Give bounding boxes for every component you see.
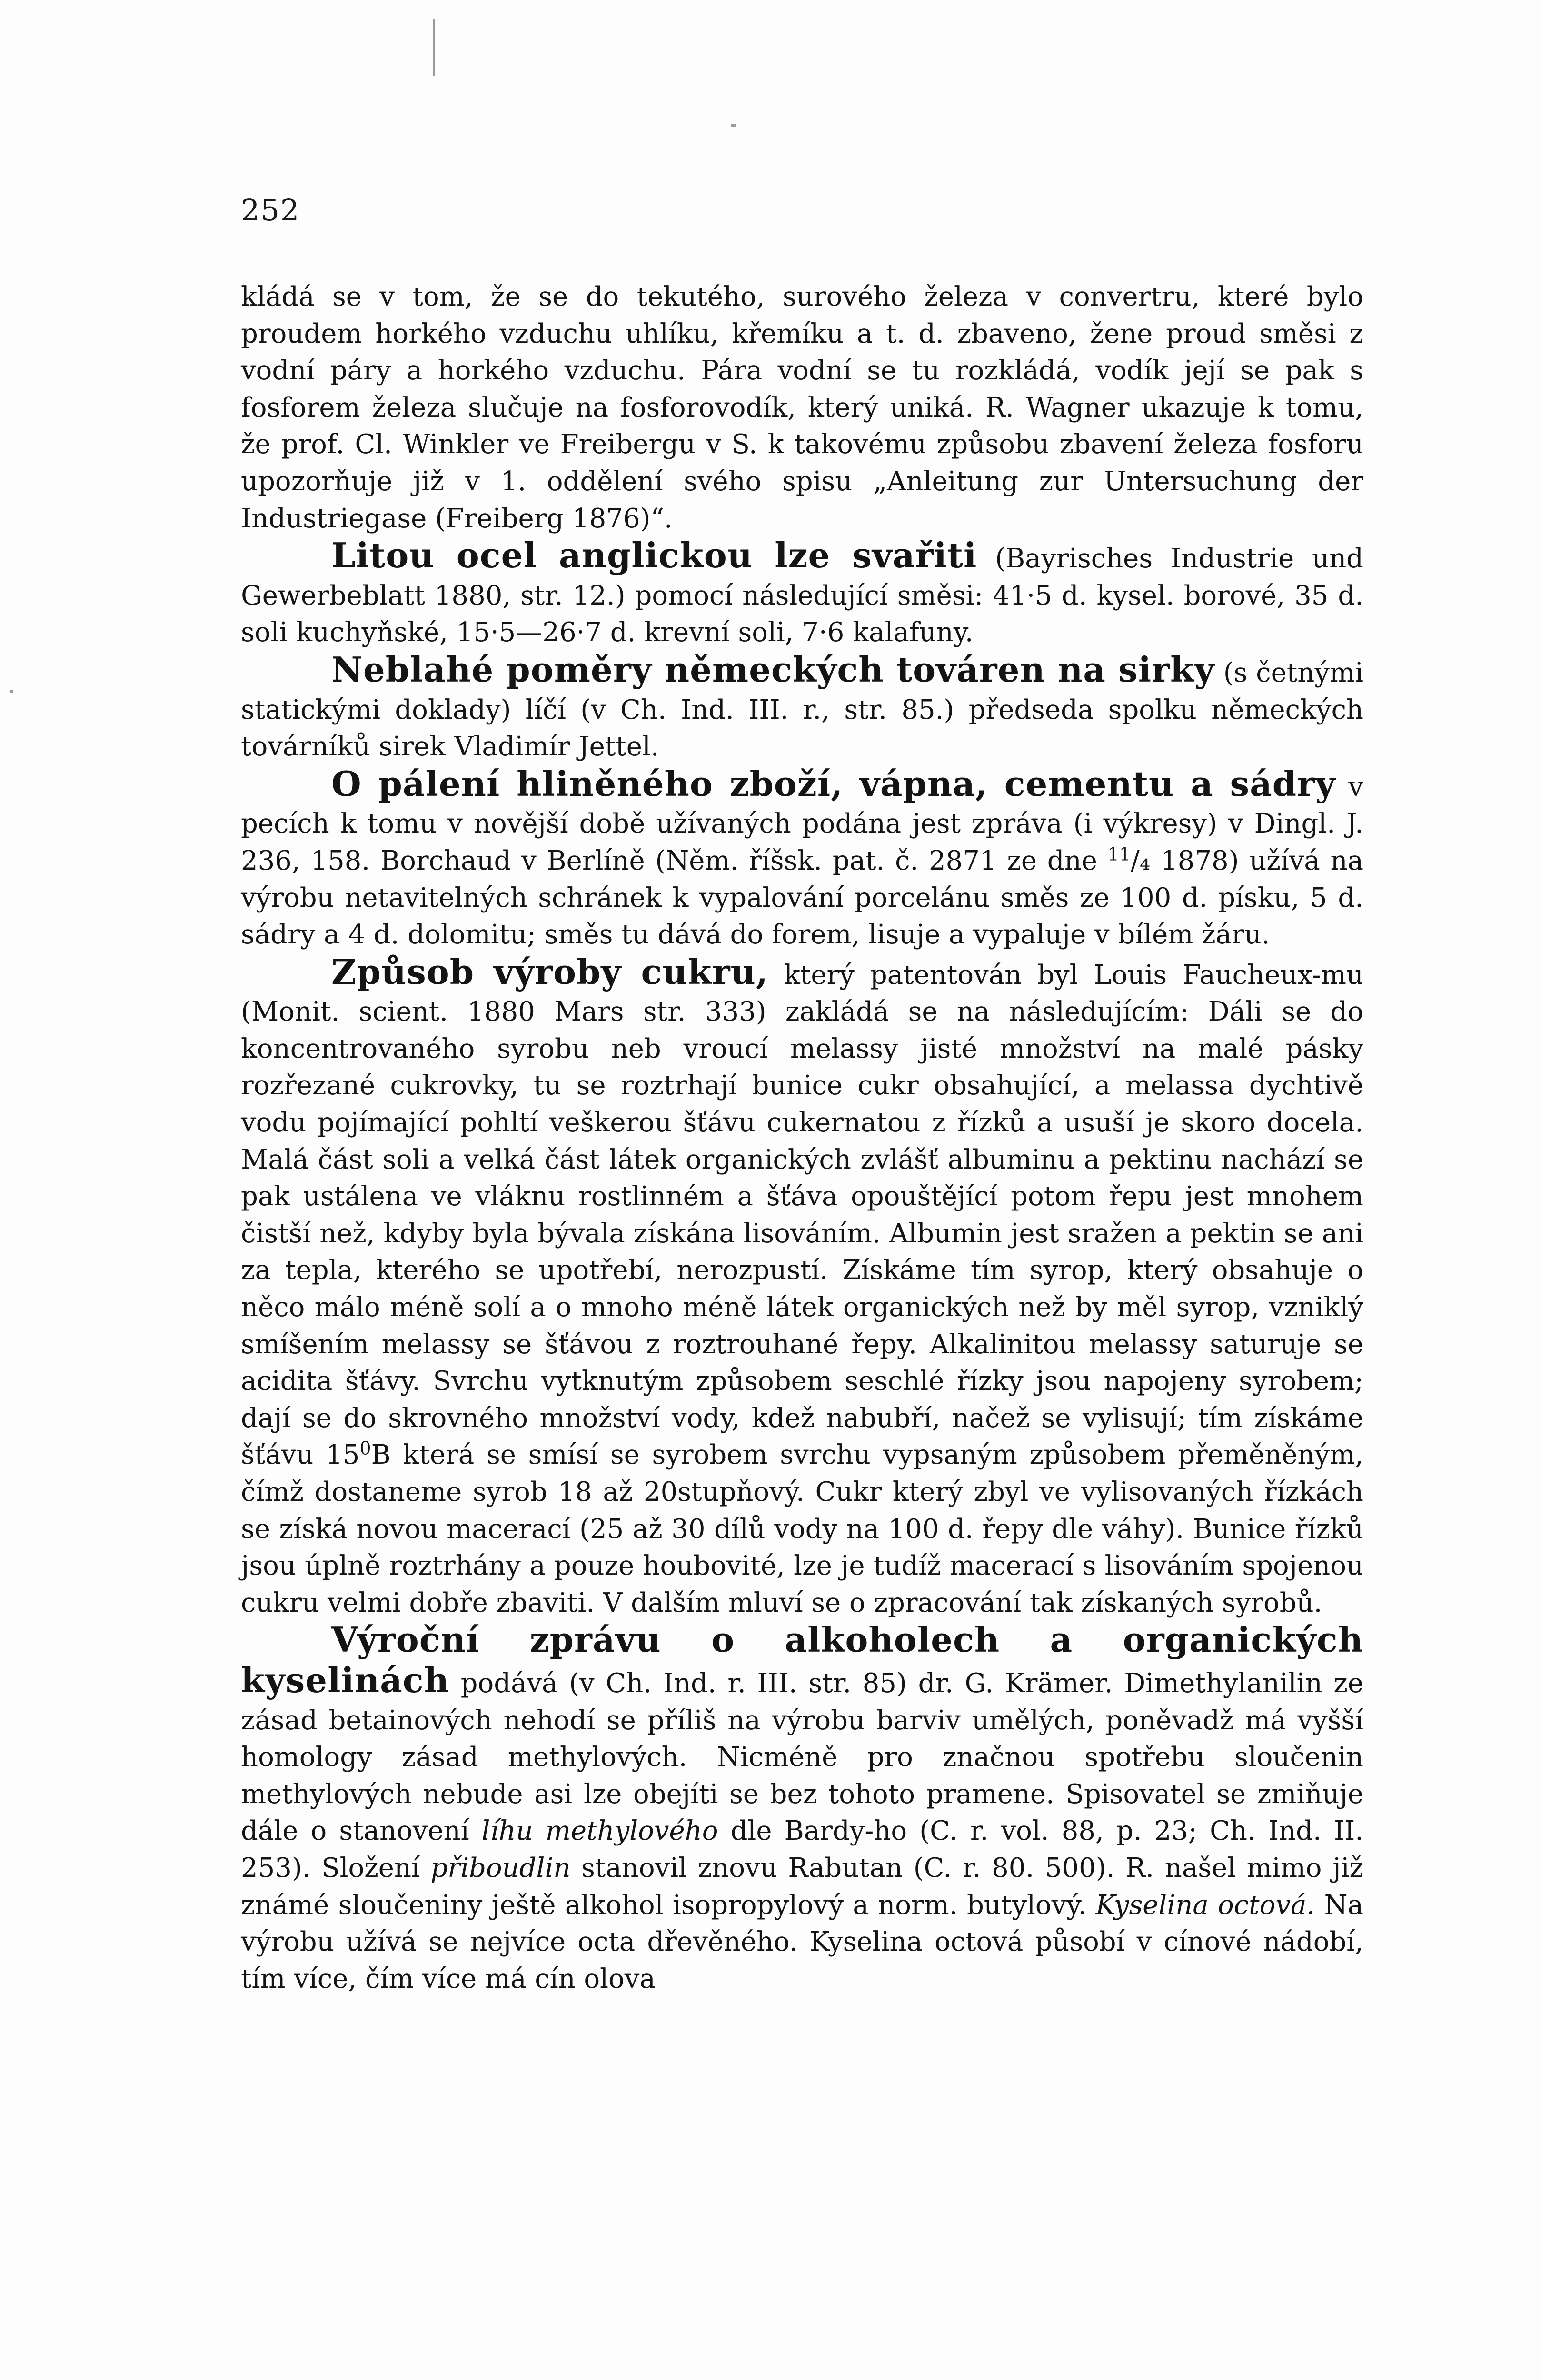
paragraph-text: Na výrobu užívá se nejvíce octa dřevěného. Kyselina octová působí v cínové nádobí, tím více, čím více má cín olova <box>241 1889 1364 1994</box>
section-heading: Způsob výroby cukru, <box>331 951 768 992</box>
superscript: 11 <box>1107 843 1131 865</box>
superscript: 0 <box>359 1438 371 1459</box>
paragraph-continuation <box>241 278 1363 537</box>
scan-artifact-line <box>433 19 435 76</box>
scan-artifact-dot <box>731 124 736 127</box>
italic-term: Kyselina octová. <box>1095 1889 1315 1921</box>
paragraph-text: (s četnými statickými doklady) líčí (v Ch. Ind. III. r., str. 85.) předseda spolku německých továrníků sirek Vladimír Jettel. <box>241 657 1363 763</box>
paragraph-text: podává (v Ch. Ind. r. III. str. 85) dr. G. Krämer. Dimethylanilin ze zásad betainových nehodí se příliš na výrobu barviv umělých, poněvadž má vyšší homology zásad methylových. Nicméně pro značnou spotřebu sloučenin methylových nebude asi lze obejíti se bez tohoto pramene. Spisovatel se zmiňuje dále o stanovení <box>241 1667 1363 1847</box>
section-heading: O pálení hliněného zboží, vápna, cementu a sádry <box>331 763 1336 804</box>
paragraph-welding-steel <box>241 537 1363 651</box>
page-number: 252 <box>241 193 300 228</box>
paragraph-text: /₄ 1878) užívá na výrobu netavitelných schránek k vypalování porcelánu směs ze 100 d. písku, 5 d. sádry a 4 d. dolomitu; směs tu dává do forem, lisuje a vypaluje v bílém žáru. <box>241 845 1364 951</box>
scan-artifact-dot <box>10 690 13 693</box>
section-heading: Neblahé poměry německých továren na sirky <box>331 649 1215 690</box>
paragraph-text: kládá se v tom, že se do tekutého, surového železa v convertru, které bylo proudem horkého vzduchu uhlíku, křemíku a t. d. zbaveno, žene proud směsi z vodní páry a horkého vzduchu. Pára vodní se tu rozkládá, vodík její se pak s fosforem železa slučuje na fosforovodík, který uniká. R. Wagner ukazuje k tomu, že prof. Cl. Winkler ve Freibergu v S. k takovému způsobu zbavení železa fosforu upozorňuje již v 1. oddělení svého spisu „Anleitung zur Untersuchung der Industriegase (Freiberg 1876)“. <box>241 281 1363 534</box>
paragraph-text: který patentován byl Louis Faucheux-mu (Monit. scient. 1880 Mars str. 333) zakládá se na následujícím: Dáli se do koncentrovaného syrobu neb vroucí melassy jisté množství na malé pásky rozřezané cukrovky, tu se roztrhají bunice cukr obsahující, a melassa dychtivě vodu pojímající pohltí veškerou šťávu cukernatou z řízků a usuší je skoro docela. Malá část soli a velká část látek organických zvlášť albuminu a pektinu nachází se pak ustálena ve vláknu rostlinném a šťáva opouštějící potom řepu jest mnohem čistší než, kdyby byla bývala získána lisováním. Albumin jest sražen a pektin se ani za tepla, kterého se upotřebí, nerozpustí. Získáme tím syrop, který obsahuje o něco málo méně solí a o mnoho méně látek organických než by měl syrop, vzniklý smíšením melassy se šťávou z roztrouhané řepy. Alkalinitou melassy saturuje se acidita šťávy. Svrchu vytknutým způsobem seschlé řízky jsou napojeny syrobem; dají se do skrovného množství vody, kdež nabubří, načež se vylisují; tím získáme šťávu 15 <box>241 959 1364 1471</box>
italic-term: líhu methylového <box>481 1815 718 1847</box>
paragraph-text: dle Bardy-ho (C. r. vol. 88, p. 23; Ch. Ind. II. 253). Složení <box>241 1815 1363 1884</box>
paragraph-sugar-production <box>241 953 1363 1622</box>
paragraph-firing-clay <box>241 765 1363 953</box>
italic-term: přiboudlin <box>430 1852 571 1884</box>
paragraph-text: (Bayrisches Industrie und Gewerbeblatt 1880, str. 12.) pomocí následující směsi: 41·5 d. kysel. borové, 35 d. soli kuchyňské, 15·5—26·7 d. krevní soli, 7·6 kalafuny. <box>241 543 1363 648</box>
body-text <box>241 278 1363 1997</box>
paragraph-text: v pecích k tomu v novější době užívaných podána jest zpráva (i výkresy) v Dingl. J. 236, 158. Borchaud v Berlíně (Něm. říšsk. pat. č. 2871 ze dne <box>241 771 1364 876</box>
paragraph-text: stanovil znovu Rabutan (C. r. 80. 500). R. našel mimo již známé sloučeniny ještě alkohol isopropylový a norm. butylový. <box>241 1852 1363 1921</box>
section-heading: Výroční zprávu o alkoholech a organických kyselinách <box>241 1619 1363 1700</box>
paragraph-alcohols-report <box>241 1621 1363 1997</box>
paragraph-match-factories <box>241 651 1363 765</box>
paragraph-text: B která se smísí se syrobem svrchu vypsaným způsobem přeměněným, čímž dostaneme syrob 18 až 20stupňový. Cukr který zbyl ve vylisovaných řízkách se získá novou macerací (25 až 30 dílů vody na 100 d. řepy dle váhy). Bunice řízků jsou úplně roztrhány a pouze houbovité, lze je tudíž macerací s lisováním spojenou cukru velmi dobře zbaviti. V dalším mluví se o zpracování tak získaných syrobů. <box>241 1439 1364 1618</box>
section-heading: Litou ocel anglickou lze svařiti <box>331 535 977 576</box>
